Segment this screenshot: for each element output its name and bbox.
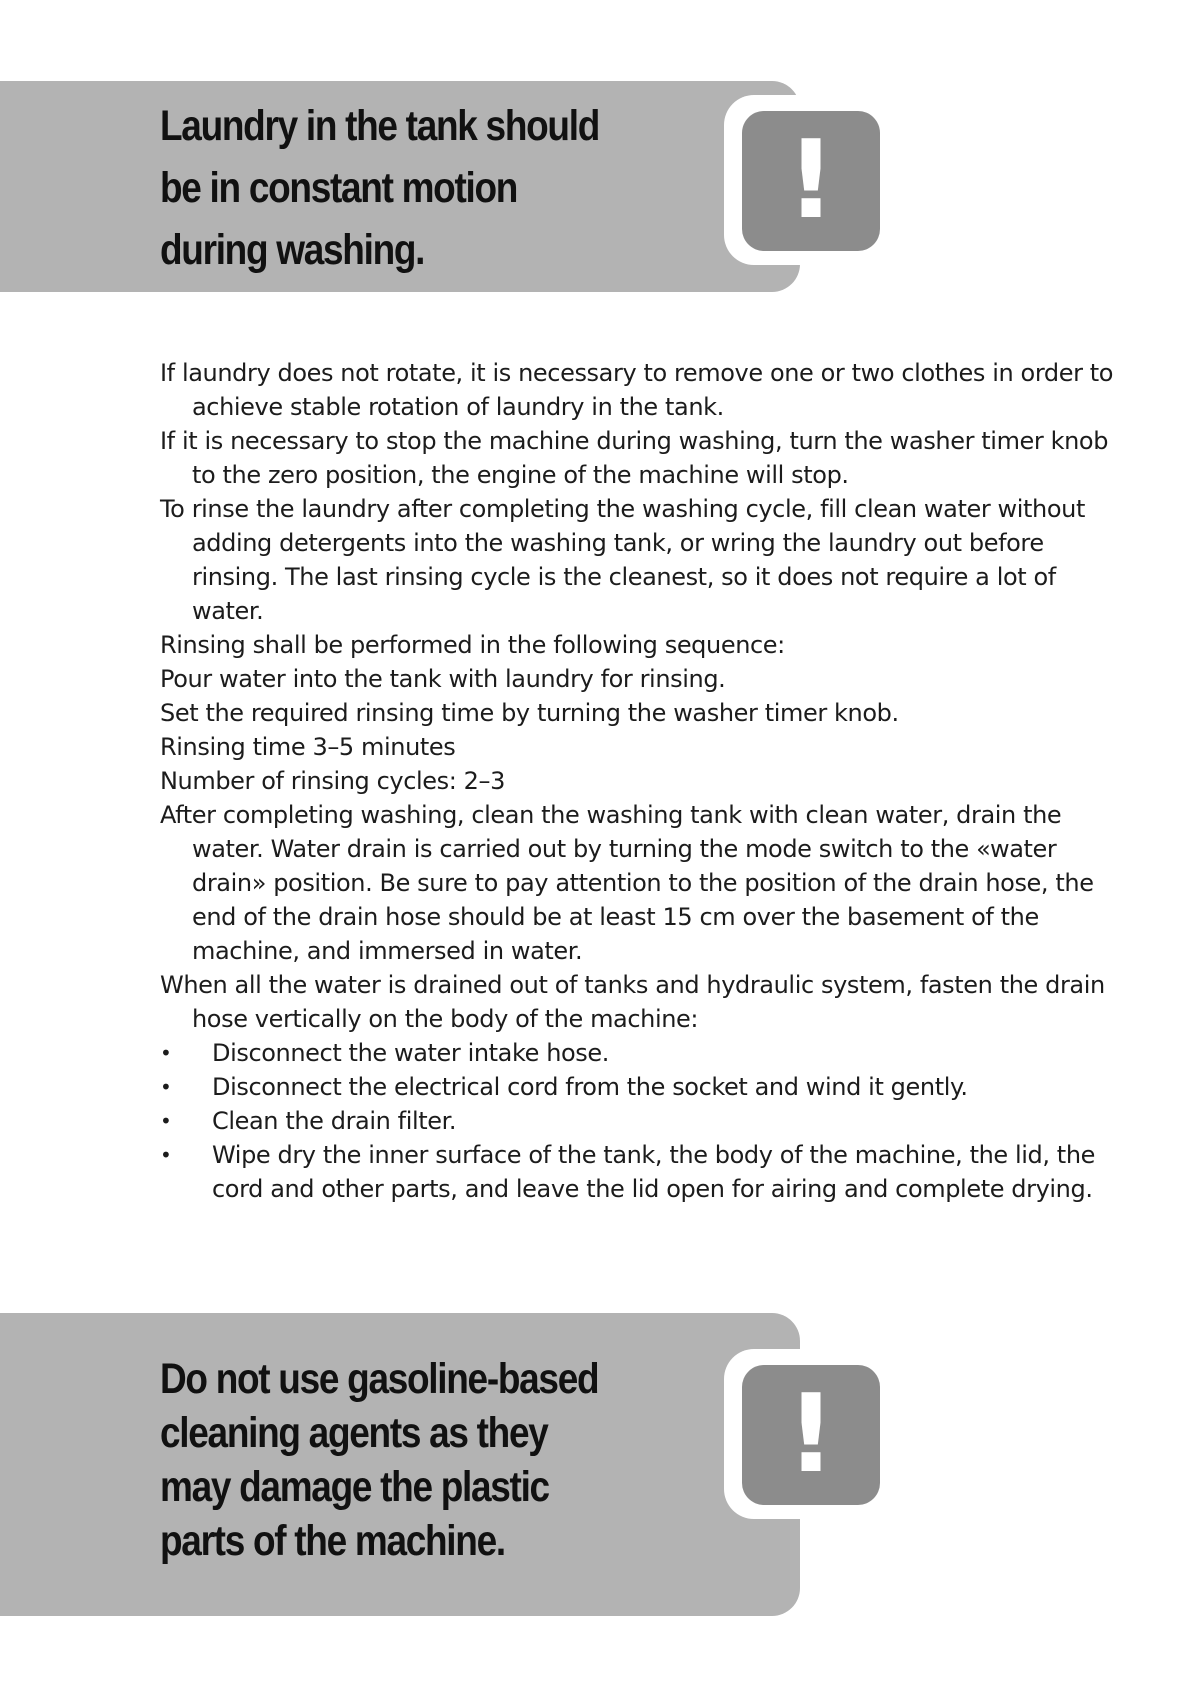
paragraph: When all the water is drained out of tanks and hydraulic system, fasten the drain hose vertically on the body of the machine:: [160, 971, 1105, 1033]
bullet-list: [160, 1036, 1120, 1206]
warning-icon-frame: [724, 1349, 882, 1519]
paragraph: To rinse the laundry after completing the washing cycle, fill clean water without adding detergents into the washing tank, or wring the laundry out before rinsing. The last rinsing cycle is the cleanest, so it does not require a lot of water.: [160, 495, 1085, 625]
list-item: • Disconnect the electrical cord from the socket and wind it gently.: [160, 1070, 1120, 1104]
paragraph: After completing washing, clean the washing tank with clean water, drain the water. Water drain is carried out by turning the mode switch to the «water drain» position. Be sure to pay attention to the position of the drain hose, the end of the drain hose should be at least 15 cm over the basement of the machine, and immersed in water.: [160, 801, 1094, 965]
list-item: • Disconnect the water intake hose.: [160, 1036, 1120, 1070]
paragraph: Set the required rinsing time by turning the washer timer knob.: [160, 699, 899, 727]
exclamation-icon: !: [742, 1365, 880, 1505]
paragraph: If it is necessary to stop the machine during washing, turn the washer timer knob to the zero position, the engine of the machine will stop.: [160, 427, 1109, 489]
paragraph: Rinsing time 3–5 minutes: [160, 733, 456, 761]
list-item: • Wipe dry the inner surface of the tank, the body of the machine, the lid, the cord and other parts, and leave the lid open for airing and complete drying.: [160, 1138, 1120, 1206]
exclamation-icon: !: [742, 111, 880, 251]
paragraph: Number of rinsing cycles: 2–3: [160, 767, 505, 795]
warning-box-motion: [0, 81, 836, 292]
paragraph: Rinsing shall be performed in the following sequence:: [160, 631, 785, 659]
warning-text-gasoline: Do not use gasoline-based cleaning agents as they may damage the plastic parts of the machine.: [160, 1355, 599, 1565]
warning-box-gasoline: [0, 1313, 836, 1616]
paragraph: Pour water into the tank with laundry for rinsing.: [160, 665, 726, 693]
paragraph: If laundry does not rotate, it is necessary to remove one or two clothes in order to achieve stable rotation of laundry in the tank.: [160, 359, 1114, 421]
list-item: • Clean the drain filter.: [160, 1104, 1120, 1138]
instructions-section: [160, 356, 1120, 1206]
warning-icon-frame: [724, 95, 882, 265]
warning-text-motion: Laundry in the tank should be in constant motion during washing.: [160, 102, 600, 274]
